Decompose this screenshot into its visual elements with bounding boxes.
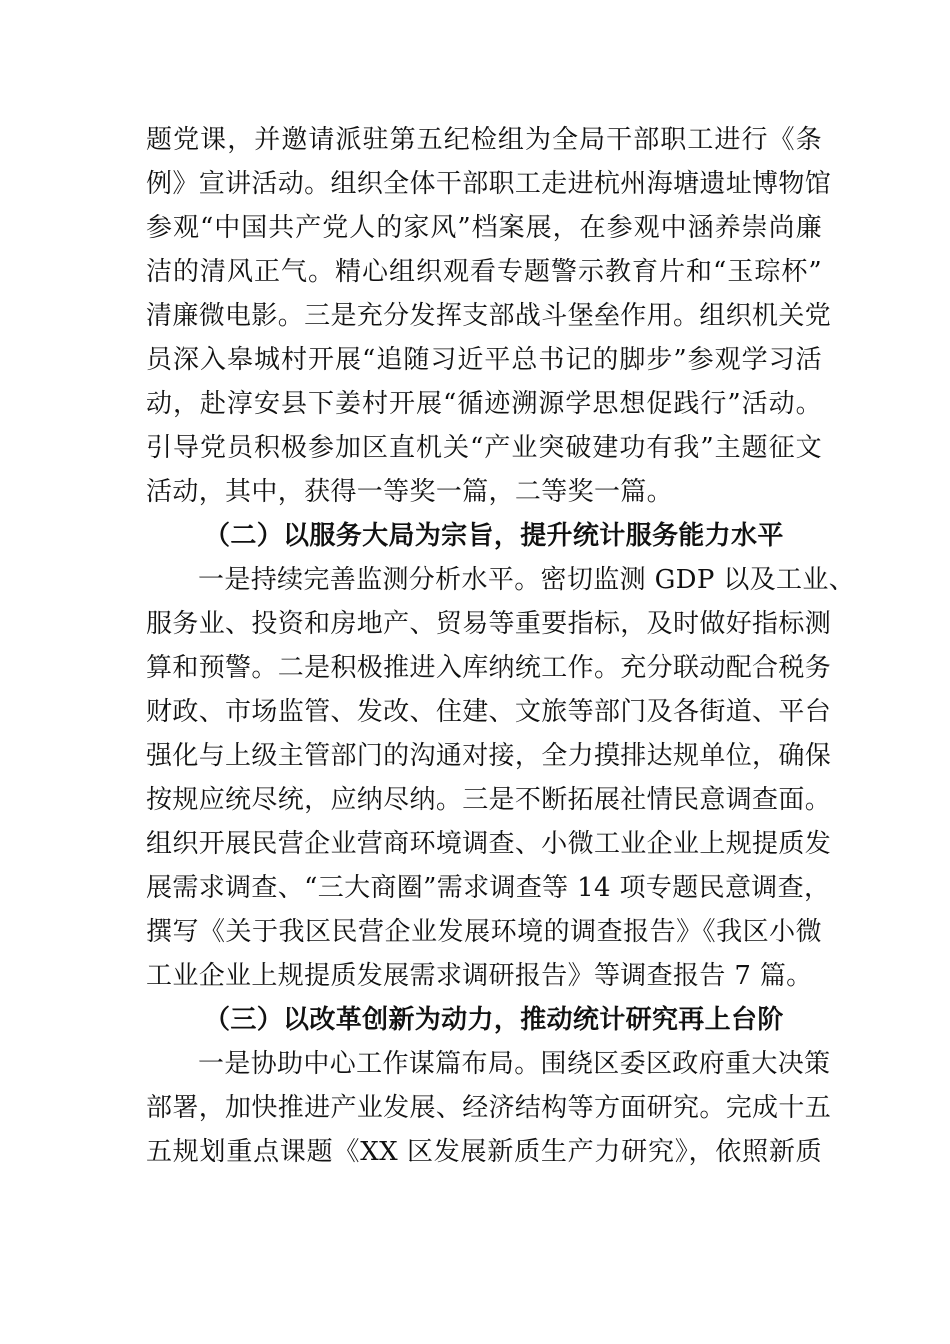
- paragraph-line: 参观“中国共产党人的家风”档案展，在参观中涵养崇尚廉: [146, 213, 822, 243]
- paragraph-line: 题党课，并邀请派驻第五纪检组为全局干部职工进行《条: [146, 125, 822, 155]
- paragraph-last-line: 活动，其中，获得一等奖一篇，二等奖一篇。: [146, 477, 674, 507]
- document-body: [146, 118, 856, 1174]
- paragraph-line: 洁的清风正气。精心组织观看专题警示教育片和“玉琮杯”: [146, 257, 822, 287]
- section-heading: （二）以服务大局为宗旨，提升统计服务能力水平: [204, 521, 784, 551]
- paragraph-line: 按规应统尽统，应纳尽纳。三是不断拓展社情民意调查面。: [146, 785, 832, 815]
- paragraph-line: 清廉微电影。三是充分发挥支部战斗堡垒作用。组织机关党: [146, 301, 832, 331]
- paragraph-first-line: 一是持续完善监测分析水平。密切监测 GDP 以及工业、: [198, 565, 856, 595]
- paragraph-line: 组织开展民营企业营商环境调查、小微工业企业上规提质发: [146, 829, 832, 859]
- paragraph-line: 动，赴淳安县下姜村开展“循迹溯源学思想促践行”活动。: [146, 389, 822, 419]
- paragraph-line: 引导党员积极参加区直机关“产业突破建功有我”主题征文: [146, 433, 822, 463]
- paragraph-line: 强化与上级主管部门的沟通对接，全力摸排达规单位，确保: [146, 741, 832, 771]
- paragraph-line: 员深入皋城村开展“追随习近平总书记的脚步”参观学习活: [146, 345, 822, 375]
- paragraph-line: 财政、市场监管、发改、住建、文旅等部门及各街道、平台: [146, 697, 832, 727]
- paragraph-line: 例》宣讲活动。组织全体干部职工走进杭州海塘遗址博物馆: [146, 169, 832, 199]
- section-heading: （三）以改革创新为动力，推动统计研究再上台阶: [204, 1005, 784, 1035]
- paragraph-line: 五规划重点课题《XX 区发展新质生产力研究》，依照新质: [146, 1137, 822, 1167]
- paragraph-line: 展需求调查、“三大商圈”需求调查等 14 项专题民意调查，: [146, 873, 831, 903]
- paragraph-first-line: 一是协助中心工作谋篇布局。围绕区委区政府重大决策: [198, 1049, 831, 1079]
- paragraph-line: 撰写《关于我区民营企业发展环境的调查报告》《我区小微: [146, 917, 822, 947]
- paragraph-last-line: 工业企业上规提质发展需求调研报告》等调查报告 7 篇。: [146, 961, 813, 991]
- paragraph-line: 服务业、投资和房地产、贸易等重要指标，及时做好指标测: [146, 609, 832, 639]
- paragraph-line: 算和预警。二是积极推进入库纳统工作。充分联动配合税务: [146, 653, 832, 683]
- paragraph-line: 部署，加快推进产业发展、经济结构等方面研究。完成十五: [146, 1093, 832, 1123]
